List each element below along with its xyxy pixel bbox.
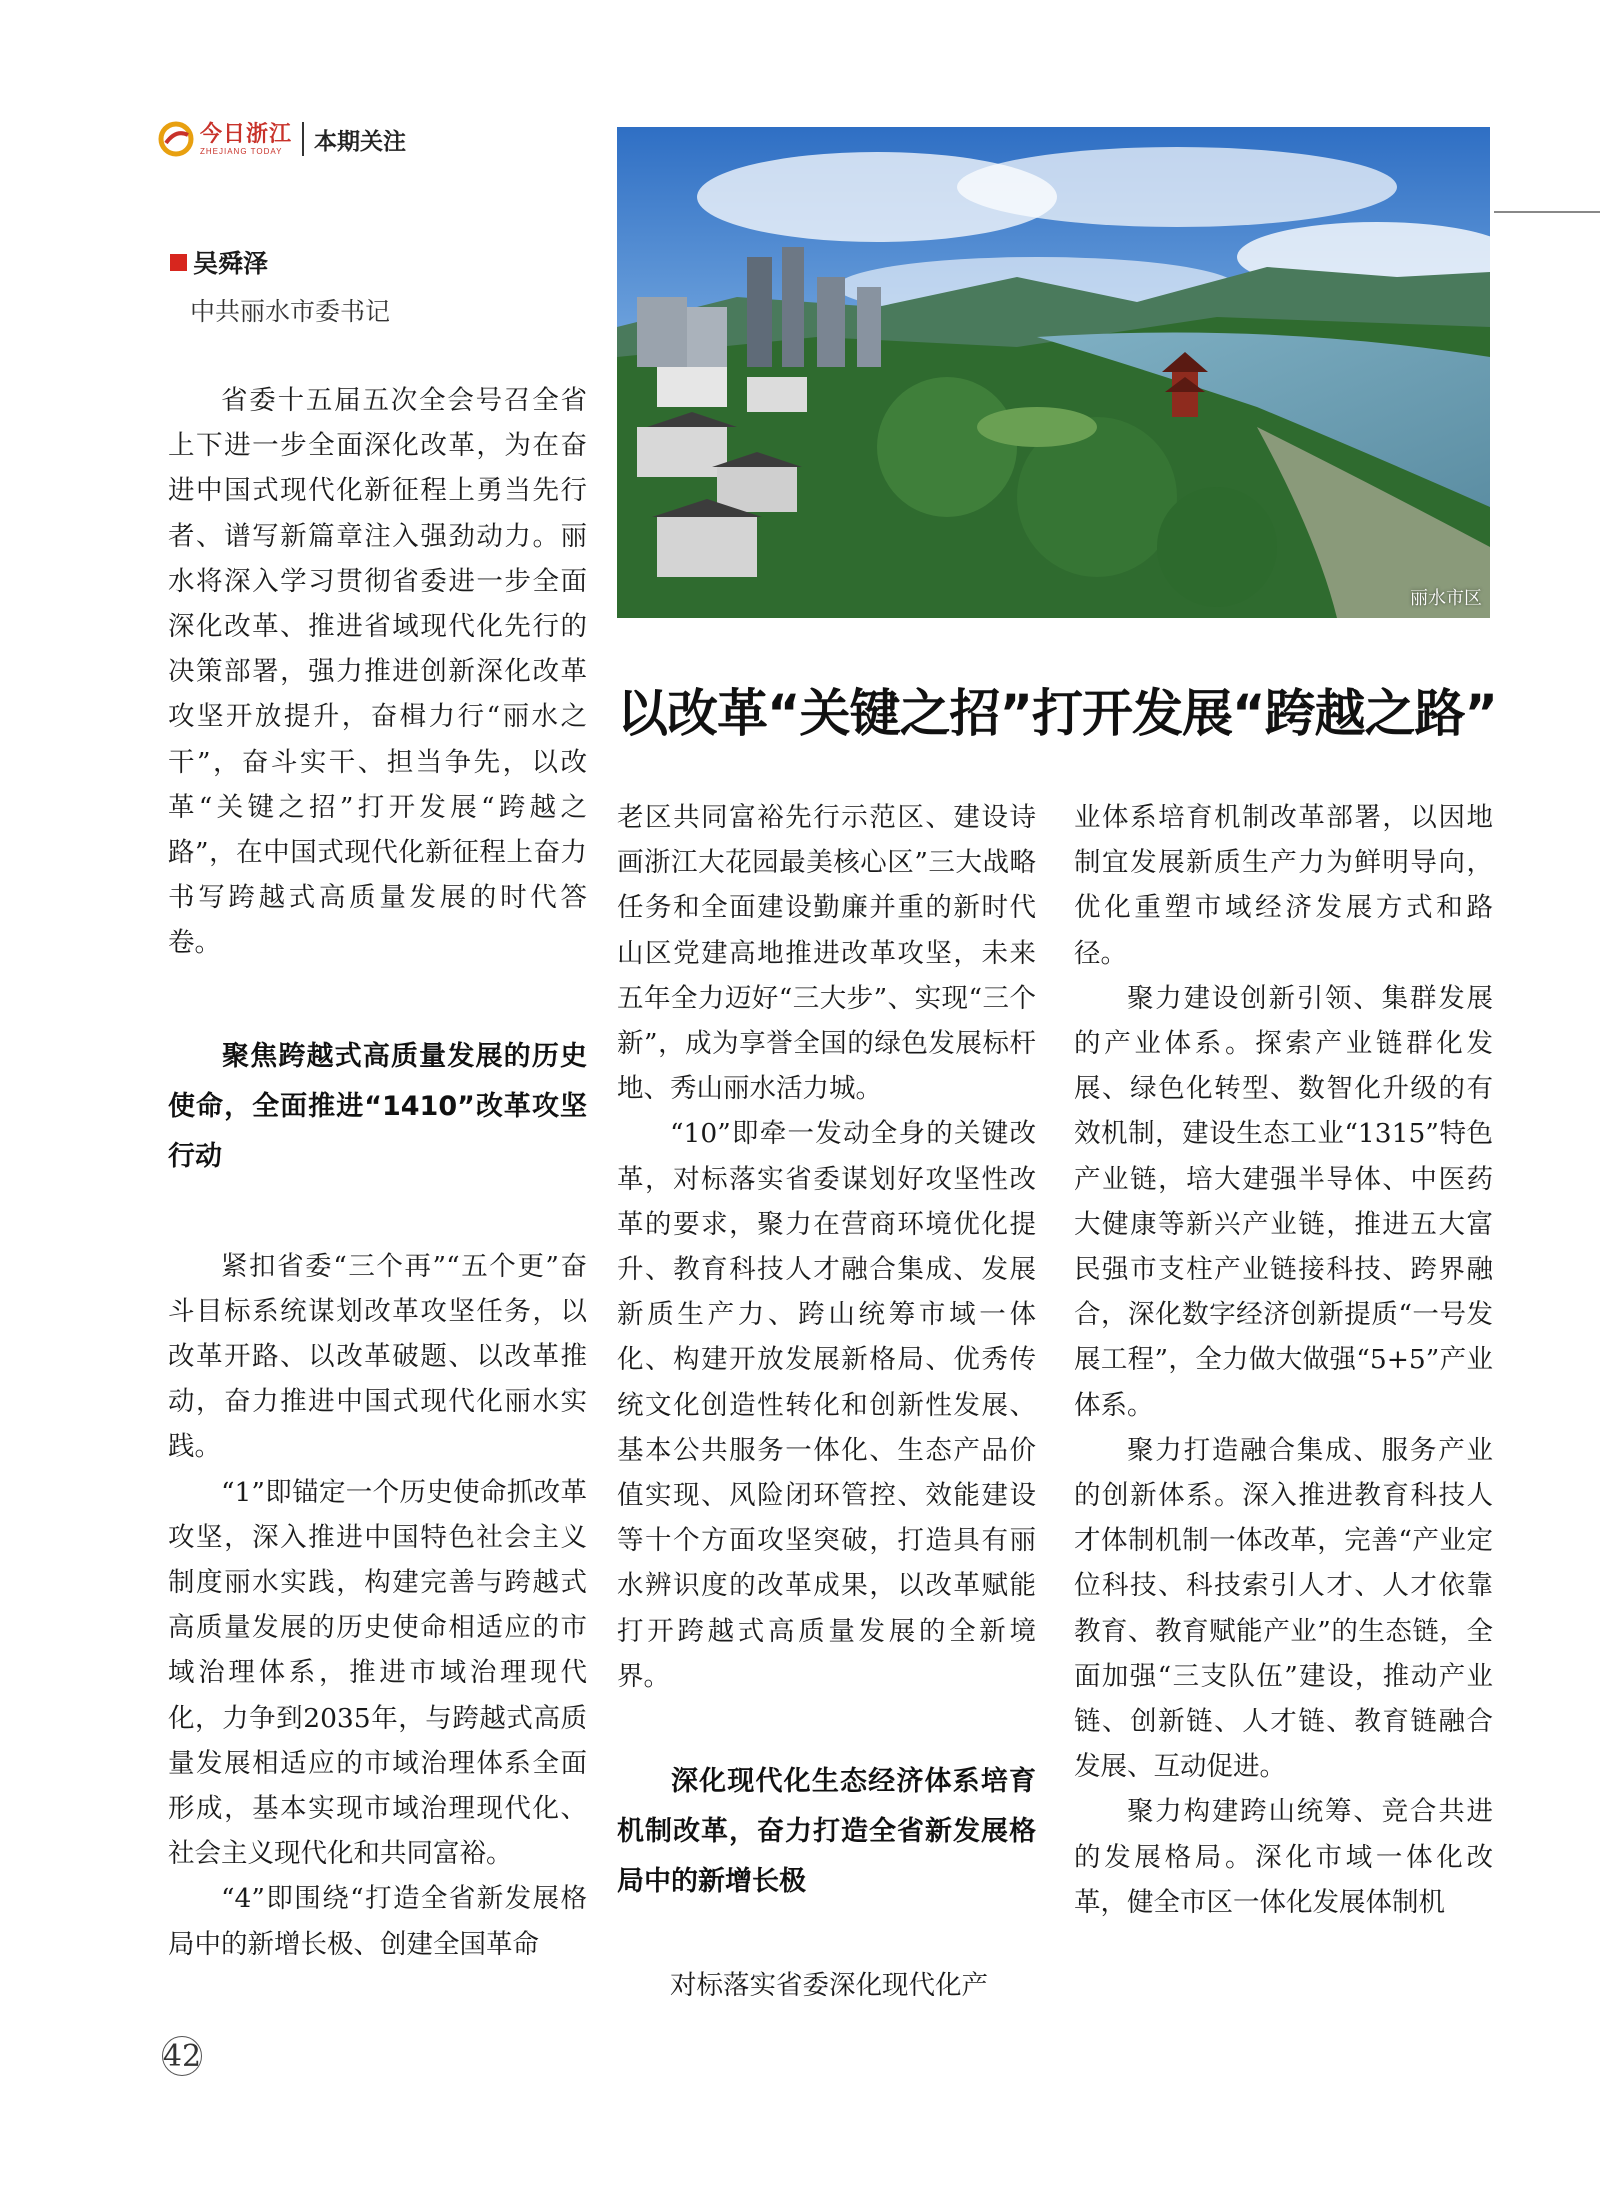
- red-square-icon: [170, 254, 187, 271]
- magazine-header: [158, 118, 406, 160]
- paragraph: 省委十五届五次全会号召全省上下进一步全面深化改革，为在奋进中国式现代化新征程上勇当先行者、谱写新篇章注入强劲动力。丽水将深入学习贯彻省委进一步全面深化改革、推进省域现代化先行的决策部署，强力推进创新深化改革攻坚开放提升，奋楫力行“丽水之干”，奋斗实干、担当争先，以改革“关键之招”打开发展“跨越之路”，在中国式现代化新征程上奋力书写跨越式高质量发展的时代答卷。: [168, 385, 587, 959]
- article-column-3: [1074, 795, 1493, 1925]
- author-name-row: [170, 244, 390, 280]
- page-number: 42: [162, 2036, 202, 2076]
- city-photo: [617, 127, 1490, 618]
- author-title: 中共丽水市委书记: [190, 297, 391, 326]
- paragraph: 聚力打造融合集成、服务产业的创新体系。深入推进教育科技人才体制机制一体改革，完善“产业定位科技、科技索引人才、人才依靠教育、教育赋能产业”的生态链，全面加强“三支队伍”建设，推动产业链、创新链、人才链、教育链融合发展、互动促进。: [1074, 1434, 1493, 1783]
- section-heading: 深化现代化生态经济体系培育机制改革，奋力打造全省新发展格局中的新增长极: [617, 1766, 1036, 1898]
- logo-text: 今日浙江: [200, 120, 293, 146]
- top-rule: [1494, 211, 1600, 213]
- paragraph: 老区共同富裕先行示范区、建设诗画浙江大花园最美核心区”三大战略任务和全面建设勤廉并重的新时代山区党建高地推进改革攻坚，未来五年全力迈好“三大步”、实现“三个新”，成为享誉全国的绿色发展标杆地、秀山丽水活力城。: [617, 802, 1036, 1105]
- photo-caption: 丽水市区: [1410, 588, 1482, 608]
- magazine-logo-icon: [158, 121, 194, 157]
- paragraph: “4”即围绕“打造全省新发展格局中的新增长极、创建全国革命: [168, 1883, 587, 1960]
- section-heading: 聚焦跨越式高质量发展的历史使命，全面推进“1410”改革攻坚行动: [168, 1040, 587, 1172]
- article-column-2: [617, 795, 1036, 2008]
- paragraph: “10”即牵一发动全身的关键改革，对标落实省委谋划好攻坚性改革的要求，聚力在营商环境优化提升、教育科技人才融合集成、发展新质生产力、跨山统筹市域一体化、构建开放发展新格局、优秀传统文化创造性转化和创新性发展、基本公共服务一体化、生态产品价值实现、风险闭环管控、效能建设等十个方面攻坚突破，打造具有丽水辨识度的改革成果，以改革赋能打开跨越式高质量发展的全新境界。: [617, 1118, 1036, 1692]
- paragraph: “1”即锚定一个历史使命抓改革攻坚，深入推进中国特色社会主义制度丽水实践，构建完善与跨越式高质量发展的历史使命相适应的市域治理体系，推进市域治理现代化，力争到2035年，与跨越式高质量发展相适应的市域治理体系全面形成，基本实现市域治理现代化、社会主义现代化和共同富裕。: [168, 1476, 587, 1870]
- article-column-1: [168, 378, 587, 1967]
- article-headline: 以改革“关键之招”打开发展“跨越之路”: [617, 685, 1498, 744]
- paragraph: 业体系培育机制改革部署，以因地制宜发展新质生产力为鲜明导向，优化重塑市域经济发展方式和路径。: [1074, 802, 1493, 969]
- author-block: [170, 244, 390, 328]
- header-divider: [302, 122, 304, 156]
- section-label: 本期关注: [314, 127, 407, 154]
- logo-subtitle: ZHEJIANG TODAY: [200, 146, 283, 156]
- magazine-logo: [200, 120, 293, 156]
- author-name: 吴舜泽: [193, 250, 269, 278]
- paragraph: 对标落实省委深化现代化产: [670, 1970, 988, 2002]
- paragraph: 紧扣省委“三个再”“五个更”奋斗目标系统谋划改革攻坚任务，以改革开路、以改革破题、以改革推动，奋力推进中国式现代化丽水实践。: [168, 1250, 587, 1463]
- paragraph: 聚力构建跨山统筹、竞合共进的发展格局。深化市域一体化改革，健全市区一体化发展体制机: [1074, 1796, 1493, 1918]
- paragraph: 聚力建设创新引领、集群发展的产业体系。探索产业链群化发展、绿色化转型、数智化升级的有效机制，建设生态工业“1315”特色产业链，培大建强半导体、中医药大健康等新兴产业链，推进五大富民强市支柱产业链接科技、跨界融合，深化数字经济创新提质“一号发展工程”，全力做大做强“5+5”产业体系。: [1074, 982, 1493, 1421]
